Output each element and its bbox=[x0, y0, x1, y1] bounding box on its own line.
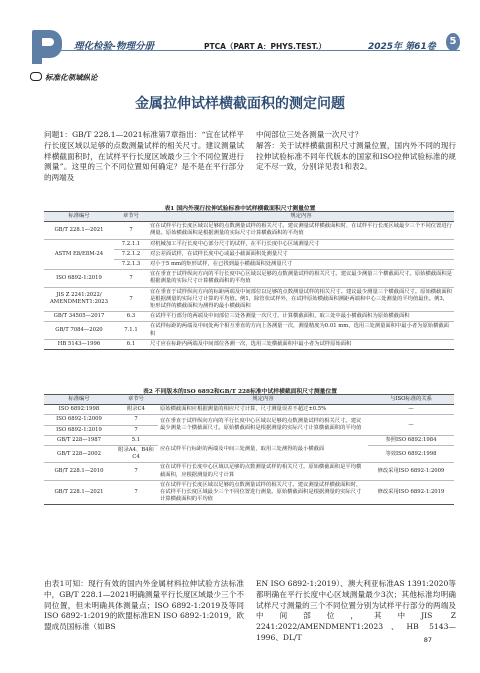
table-cell: 对小于5 mm的矩形试样，在已找到最小横截面积处测量尺寸 bbox=[148, 260, 454, 270]
page-number: 87 bbox=[423, 636, 432, 644]
table2-header: 标准编号 bbox=[44, 395, 114, 405]
table-cell: 原始横截面积应根据测量的相应尺寸计算，尺寸测量误差不超过±0.5% bbox=[158, 405, 368, 415]
table-cell: GB/T 228—2002 bbox=[44, 446, 114, 463]
table-cell: 宜在试样平行长度中心区域以足够的点数测量试样的相关尺寸。原始横截面积是平均横截面积，应根据测量的尺寸计算 bbox=[158, 463, 368, 480]
table-cell: 参照ISO 6892:1984 bbox=[368, 435, 454, 445]
table2-caption: 表2 不同版本的ISO 6892和GB/T 228标准中试样横截面积尺寸测量位置 bbox=[142, 389, 338, 395]
table-cell: GB/T 228—1987 bbox=[44, 435, 114, 445]
table-row bbox=[44, 415, 454, 425]
journal-ptca: PTCA（PART A：PHYS.TEST.） bbox=[204, 42, 326, 51]
table-cell: 5.1 bbox=[114, 435, 158, 445]
table-cell: 7 bbox=[114, 425, 158, 435]
table-row bbox=[44, 270, 454, 287]
year-volume: 2025年 第61卷 bbox=[368, 42, 436, 52]
table-cell: 在试样平行部分的两端及中间部位三处各测量一次尺寸，计算横截面积，取三处中最小横截面积为原始横截面积 bbox=[148, 312, 454, 322]
intro-left-paragraph: 问题1：GB/T 228.1—2021标准第7章指出：“宜在试样平行长度区域以足够的点数测量试样的相关尺寸。建议测量试样横截面积时，在试样平行长度区域最少三个不同位置进行测量”。这里的三个不同位置如何确定？是不是在平行部分的两端及 bbox=[44, 130, 244, 183]
table2 bbox=[44, 394, 454, 505]
table-cell: 6.3 bbox=[114, 312, 148, 322]
body-left-paragraph: 由表1可知：现行有效的国内外金属材料拉伸试验方法标准中，GB/T 228.1—2021明确测量平行长度区域最少三个不同位置，但未明确具体测量点；ISO 6892-1:2019及等同ISO 6892-1:2019的欧盟标准EN ISO 6892-1:2019，欧盟成员国标准（如BS bbox=[44, 579, 244, 632]
table1-header: 章节号 bbox=[114, 212, 148, 222]
table-row bbox=[44, 480, 454, 505]
table-cell: 修改采用ISO 6892-1:2019 bbox=[368, 480, 454, 505]
table2-header: 章节号 bbox=[114, 395, 158, 405]
table-cell: ISO 6892:1998 bbox=[44, 405, 114, 415]
table-cell: 7 bbox=[114, 415, 158, 425]
table-cell: 7 bbox=[114, 463, 158, 480]
table-cell: 7 bbox=[114, 287, 148, 312]
table-row bbox=[44, 222, 454, 239]
article-title: 金属拉伸试样横截面积的测定问题 bbox=[135, 96, 345, 112]
body-right-paragraph: EN ISO 6892-1:2019）、澳大利亚标准AS 1391:2020等都明确在平行长度中心区域测量最少3次；其他标准均明确试样尺寸测量的三个不同位置分别为试样平行部分的两端及中间部位，其中JIS Z 2241:2022/AMENDMENT1:2023、HB 5143—1996、DL/T bbox=[256, 579, 456, 642]
table-cell: ASTM E8/E8M-24 bbox=[44, 239, 114, 270]
table2-header: 规定内容 bbox=[158, 395, 368, 405]
table-cell: GB/T 34505—2017 bbox=[44, 312, 114, 322]
table-cell: 对机械加工平行长度中心部分尺寸的试样，在平行长度中心区域测量尺寸 bbox=[148, 239, 454, 249]
table1-caption: 表1 国内外现行拉伸试验标准中试样横截面积尺寸测量位置 bbox=[164, 206, 316, 212]
table-cell: GB/T 228.1—2021 bbox=[44, 222, 114, 239]
table-row bbox=[44, 339, 454, 349]
table-cell: 对公差面试样，在试样长度中心或最小截面面积处测量尺寸 bbox=[148, 249, 454, 259]
table-cell: 应在试样平行标距的两端及中间三处测量，取用三处测得的最小横截面 bbox=[158, 435, 368, 463]
table-cell: 6.1 bbox=[114, 339, 148, 349]
table-row bbox=[44, 322, 454, 339]
issue-badge: 5 bbox=[446, 33, 460, 51]
table-cell: GB/T 7084—2020 bbox=[44, 322, 114, 339]
table-cell: GB/T 228.1—2010 bbox=[44, 463, 114, 480]
journal-logo-stem bbox=[32, 50, 42, 64]
table-cell: 尺寸应在标距内两端及中间部位各测一次，选用三处横截面积中最小者为试样原始面积 bbox=[148, 339, 454, 349]
table-cell: 宜在垂直于试样纵向方向的平行长度中心区域以足够的点数测量试样的相关尺寸。建议最少测量三个横截面尺寸。原始横截面积是根据测量的实际尺寸计算横截面积的平均值 bbox=[158, 415, 368, 435]
table1 bbox=[44, 211, 454, 350]
table-cell: — bbox=[368, 415, 454, 435]
table-cell: 宜在垂直于试样纵向方向的标距两端及中间部位以足够的点数测量试样的相关尺寸。建议最少测量三个横截面尺寸。原始横截面积是根据测量的实际尺寸计算的平均值。例1，除管状试样外，在试样原始横截面积测距两端和中心三处测量的平均值最佳。例3，矩形试样的横截面积为测得的最小横截面积 bbox=[148, 287, 454, 312]
table-cell: 7.2.1.3 bbox=[114, 260, 148, 270]
table-row bbox=[44, 463, 454, 480]
intro-right-paragraph: 中间部位三处各测量一次尺寸？ 解答：关于试样横截面积尺寸测量位置，国内外不同的现行拉伸试验标准不同年代版本的国家和ISO拉伸试验标准的规定不尽一致，分别详见表1和表2。 bbox=[256, 130, 456, 172]
table-row bbox=[44, 239, 454, 249]
table-row bbox=[44, 435, 454, 445]
table-row bbox=[44, 405, 454, 415]
table-cell: 宜在试样平行长度区域以足够的点数测量试样的相关尺寸。建议测量试样横截面积时，在试样平行长度区域最少三个不同位置进行测量。原始横截面积是根据测量的实际尺寸计算横截面积的平均值 bbox=[148, 222, 454, 239]
table-cell: 在试样标距的两端及中间处两个相互垂直的方向上各测量一次，测量精度为0.01 mm，选用三处测量面积中最小者为原始横截面积 bbox=[148, 322, 454, 339]
table-cell: ISO 6892-1:2019 bbox=[44, 425, 114, 435]
page-header bbox=[0, 0, 480, 60]
table-cell: GB/T 228.1—2021 bbox=[44, 480, 114, 505]
table-row bbox=[44, 287, 454, 312]
table-cell: 等效ISO 6892:1998 bbox=[368, 446, 454, 463]
table-cell: ISO 6892-1:2009 bbox=[44, 415, 114, 425]
table1-header: 规定内容 bbox=[148, 212, 454, 222]
table-row bbox=[44, 312, 454, 322]
journal-name: 理化检验-物理分册 bbox=[74, 41, 154, 52]
table-cell: 7 bbox=[114, 480, 158, 505]
table-cell: 附录A4、B4和C4 bbox=[114, 446, 158, 463]
table-cell: ISO 6892-1:2019 bbox=[44, 270, 114, 287]
table-cell: 宜在试样平行长度区域以足够的点数测量试样的相关尺寸。建议测量试样横截面积时，在试样平行长度区域最少三个不同位置进行测量。原始横截面积是根据测量的实际尺寸计算横截面积的平均值 bbox=[158, 480, 368, 505]
table-cell: 7 bbox=[114, 222, 148, 239]
table-cell: 附录C4 bbox=[114, 405, 158, 415]
table-cell: 宜在垂直于试样纵向方向的平行长度中心区域以足够的点数测量试样的相关尺寸。建议最少测量三个横截面尺寸。原始横截面积是根据测量的实际尺寸计算横截面积的平均值 bbox=[148, 270, 454, 287]
table-cell: — bbox=[368, 405, 454, 415]
table-cell: 7.2.1.1 bbox=[114, 239, 148, 249]
table-cell: 7 bbox=[114, 270, 148, 287]
table-cell: 修改采用ISO 6892-1:2009 bbox=[368, 463, 454, 480]
table1-header: 标准编号 bbox=[44, 212, 114, 222]
table2-header: 与ISO标准的关系 bbox=[368, 395, 454, 405]
table-cell: 7.2.1.2 bbox=[114, 249, 148, 259]
table-cell: HB 5143—1996 bbox=[44, 339, 114, 349]
column-label: 标准化领域纵论 bbox=[30, 72, 98, 83]
table-cell: JIS Z 2241:2022/ AMENDMENT1:2023 bbox=[44, 287, 114, 312]
table-cell: 7.1.1 bbox=[114, 322, 148, 339]
